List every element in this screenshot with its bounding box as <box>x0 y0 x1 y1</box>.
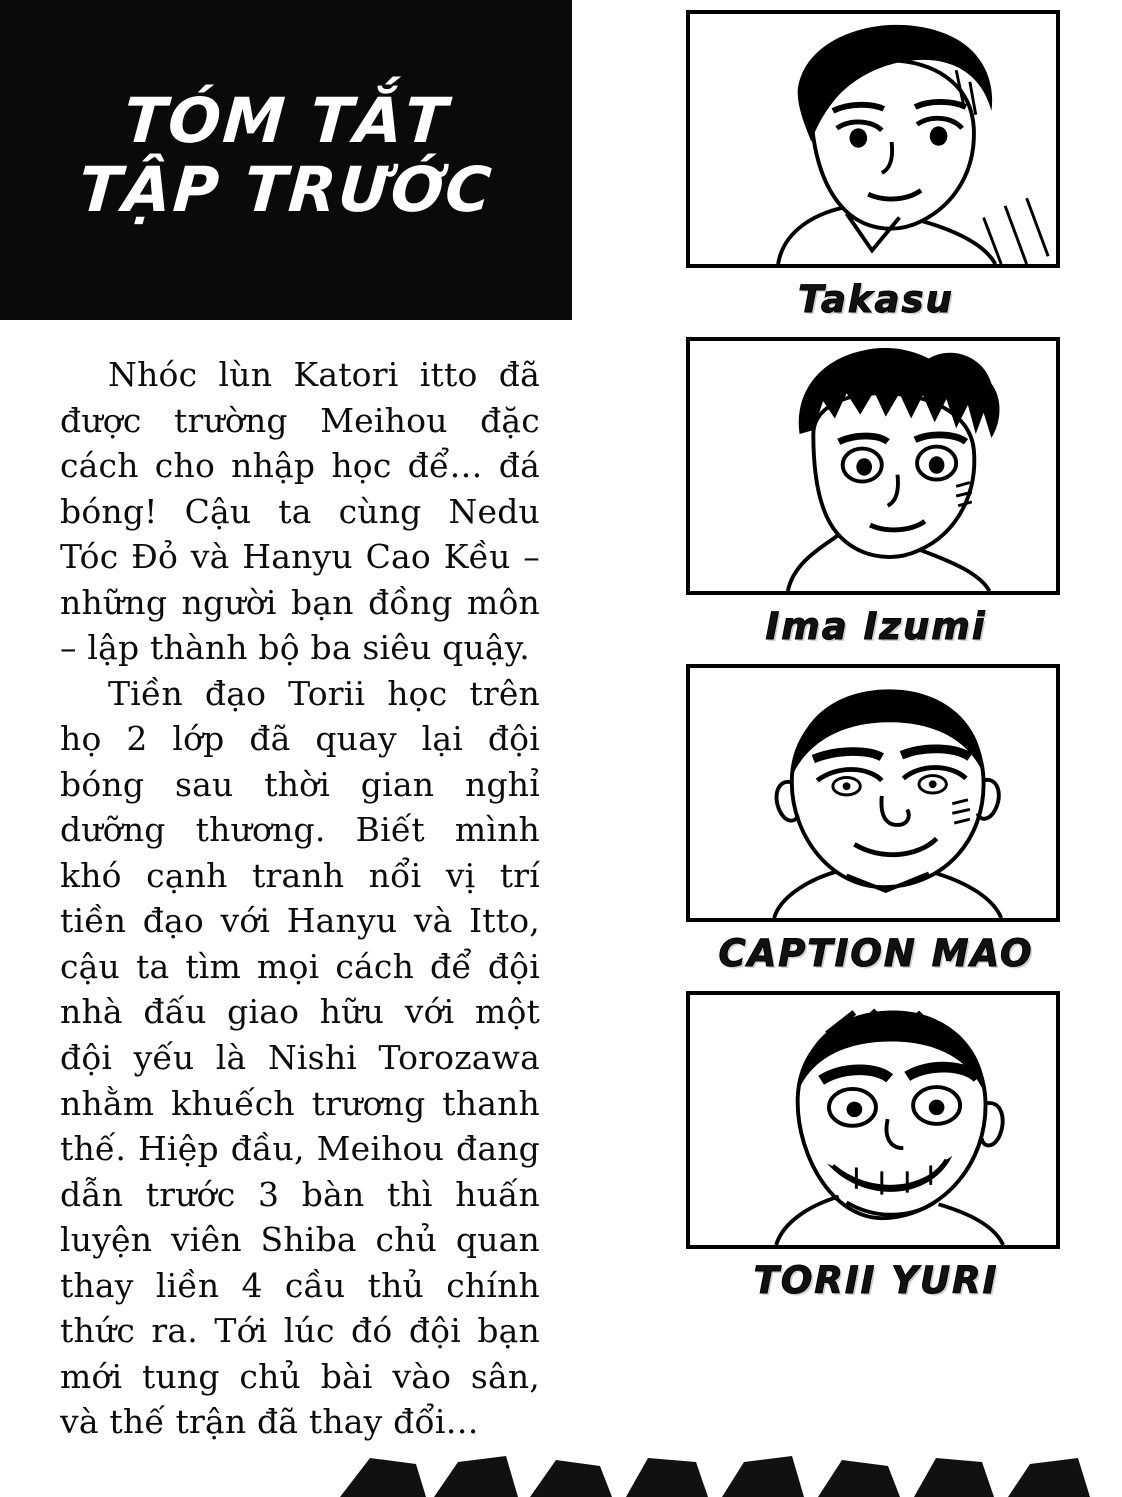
character-name: Takasu <box>798 278 954 321</box>
recap-paragraph-1: Nhóc lùn Katori itto đã được trường Meihou đặc cách cho nhập học để… đá bóng! Cậu ta cùng Nedu Tóc Đỏ và Hanyu Cao Kều – những người bạn đồng môn – lập thành bộ ba siêu quậy. <box>60 355 540 668</box>
character-card <box>686 991 1066 1302</box>
character-card <box>686 664 1066 975</box>
character-panel-column <box>686 10 1066 1318</box>
caption-mao-face-drawing <box>690 668 1056 918</box>
character-card <box>686 337 1066 648</box>
recap-text-column <box>60 352 540 1445</box>
character-card <box>686 10 1066 321</box>
chapter-title-block <box>0 0 572 320</box>
bottom-decorative-strip <box>330 1452 1122 1497</box>
jagged-title-shapes <box>330 1452 1122 1497</box>
takasu-face-drawing <box>690 14 1056 264</box>
recap-paragraph-2: Tiền đạo Torii học trên họ 2 lớp đã quay lại đội bóng sau thời gian nghỉ dưỡng thương. Biết mình khó cạnh tranh nổi vị trí tiền đạo với Hanyu và Itto, cậu ta tìm mọi cách để đội nhà đấu giao hữu với một đội yếu là Nishi Torozawa nhằm khuếch trương thanh thế. Hiệp đầu, Meihou đang dẫn trước 3 bàn thì huấn luyện viên Shiba chủ quan thay liền 4 cầu thủ chính thức ra. Tới lúc đó đội bạn mới tung chủ bài vào sân, và thế trận đã thay đổi… <box>60 673 540 1442</box>
character-name: CAPTION MAO <box>718 932 1034 975</box>
character-name: TORII YURI <box>753 1259 999 1302</box>
portrait-ima-izumi <box>686 337 1060 595</box>
portrait-takasu <box>686 10 1060 268</box>
portrait-caption-mao <box>686 664 1060 922</box>
chapter-title-line-2: TẬP TRƯỚC <box>76 153 496 226</box>
torii-yuri-face-drawing <box>690 995 1056 1245</box>
character-name: Ima Izumi <box>765 605 987 648</box>
chapter-title-line-1: TÓM TẮT <box>121 83 451 157</box>
ima-izumi-face-drawing <box>690 341 1056 591</box>
portrait-torii-yuri <box>686 991 1060 1249</box>
